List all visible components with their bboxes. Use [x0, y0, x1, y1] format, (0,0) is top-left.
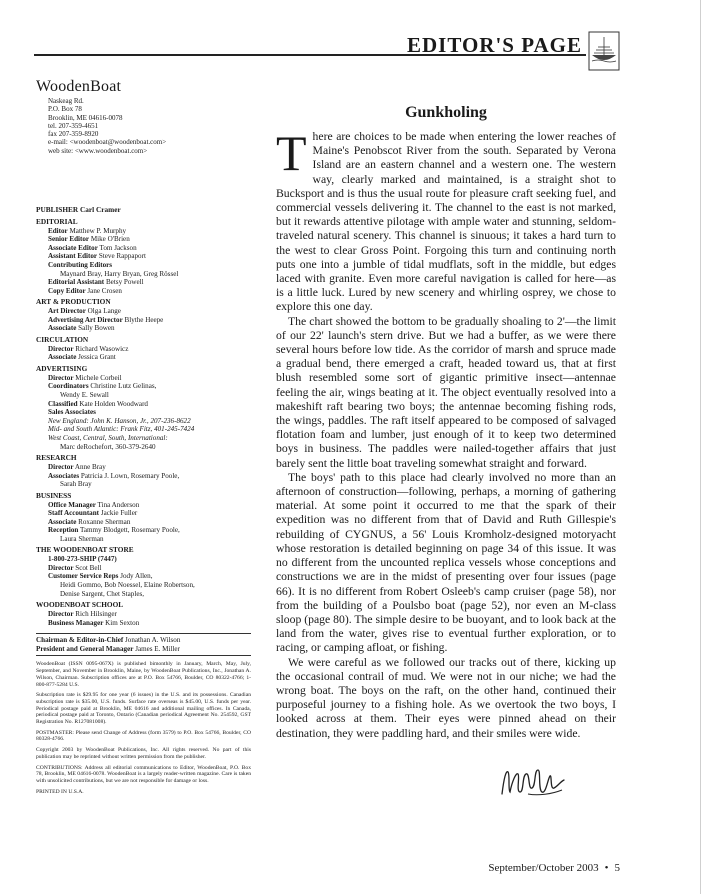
staff-row — [36, 278, 251, 287]
staff-role: Director — [48, 563, 74, 572]
staff-name: Olga Lange — [87, 307, 121, 316]
staff-list — [36, 206, 251, 627]
staff-role: Assistant Editor — [48, 252, 98, 261]
staff-section-heading — [36, 492, 251, 501]
staff-name: Wendy E. Sewall — [60, 390, 109, 399]
fineprint-paragraph: CONTRIBUTIONS: Address all editorial communications to Editor, WoodenBoat, P.O. Box 78, Brooklin, ME 04616-0078. WoodenBoat is a largely reader-written magazine. Care is taken with unsolicited contributions, but we are not responsible for damage or loss. — [36, 764, 251, 784]
staff-name: Carl Cramer — [80, 205, 121, 215]
staff-name: Maynard Bray, Harry Bryan, Greg Rössel — [60, 269, 179, 278]
staff-row — [36, 417, 251, 426]
staff-row — [36, 572, 251, 581]
address-line: e-mail: <woodenboat@woodenboat.com> — [48, 138, 167, 147]
staff-row — [36, 400, 251, 409]
staff-role: Director — [48, 610, 74, 619]
article-paragraph-text: The boys' path to this place had clearly involved no more than an afternoon of construction—following, perhaps, a morning of gathering material. At some point it occurred to me that the spark of their expedition was no different from that of David and Ruth Gillespie's rebuilding of CYGNUS, a 56' Louis Kromholz-designed motoryacht whose restoration is detailed beginning on page 34 of this issue. It was no different from the uncounted replica vessels whose conceptions and constructions we are in the midst of presenting over four issues (page 66). It is no different from Robert Osleeb's camp cruiser (page 58), nor from the building of a Poulsbo boat (page 52), nor even an M-class sloop (page 80). The simple desire to be buoyant, and to look back at the land from the water, gives rise to eventual further exploration, or to racing, or camping afloat, or fishing. — [276, 470, 616, 655]
staff-role: Copy Editor — [48, 286, 86, 295]
staff-role: WOODENBOAT SCHOOL — [36, 600, 124, 610]
staff-role: PUBLISHER — [36, 205, 79, 215]
staff-role: Contributing Editors — [48, 261, 113, 270]
staff-name: Sarah Bray — [60, 480, 92, 489]
address-line: Naskeag Rd. — [48, 97, 84, 105]
staff-role: Staff Accountant — [48, 509, 100, 518]
staff-section-heading — [36, 454, 251, 463]
staff-name: 1-800-273-SHIP (7447) — [48, 555, 117, 564]
staff-role: ADVERTISING — [36, 363, 88, 373]
article-paragraph — [276, 315, 616, 471]
article-paragraph — [276, 656, 616, 741]
staff-row — [36, 590, 251, 599]
staff-row — [36, 345, 251, 354]
staff-name: West Coast, Central, South, International: — [48, 433, 168, 442]
staff-row — [36, 463, 251, 472]
staff-role: Business Manager — [48, 618, 104, 627]
article-paragraph-text: The chart showed the bottom to be gradually shoaling to 2'—the limit of our 22' launch's stern drive. But we had a buffer, as we were there several hours before low tide. As the corridor of marsh and spruce made a gradual bend, there emerged a craft, headed toward us, that at first blush resembled some sort of gigantic primitive insect—antennae feeling the air, wings beating at it. The object eventually resolved into a makeshift raft bearing two boys; the antennae becoming fishing rods, the wings, paddles. The raft itself appeared to be composed of salvaged flotation foam and lumber, just enough of it to keep two determined boys in business. The paddles were nailed-together affairs that just barely sent the little boat traveling somewhat straight and forward. — [276, 314, 616, 470]
staff-row — [36, 564, 251, 573]
staff-role: Associate — [48, 517, 77, 526]
staff-name: Blythe Heepe — [124, 315, 164, 324]
chair-row — [36, 645, 251, 654]
staff-section-heading — [36, 206, 251, 215]
chair-row — [36, 636, 251, 645]
header-rule — [34, 54, 586, 56]
article-paragraph — [276, 125, 616, 315]
fineprint-paragraph: POSTMASTER: Please send Change of Address (form 3579) to P.O. Box 54766, Boulder, CO 80328-4766. — [36, 729, 251, 743]
page-number: 5 — [614, 862, 620, 874]
drop-cap: T — [276, 125, 307, 181]
staff-name: Denise Sargent, Chet Staples, — [60, 589, 144, 598]
staff-name: Matthew P. Murphy — [69, 226, 127, 235]
staff-role: Director — [48, 344, 74, 353]
staff-row — [36, 227, 251, 236]
address-line: fax 207-359-8920 — [48, 130, 99, 139]
masthead-logo: WoodenBoat — [36, 78, 122, 95]
staff-row — [36, 509, 251, 518]
staff-role: Associate — [48, 324, 77, 333]
page-header-title: EDITOR'S PAGE — [406, 33, 582, 57]
staff-row — [36, 610, 251, 619]
staff-section-heading — [36, 546, 251, 555]
staff-name: Anne Bray — [74, 462, 106, 471]
staff-role: EDITORIAL — [36, 216, 78, 226]
staff-role: THE WOODENBOAT STORE — [36, 545, 134, 555]
staff-name: Steve Rappaport — [98, 252, 146, 261]
staff-role: Director — [48, 373, 74, 382]
staff-role: Senior Editor — [48, 235, 90, 244]
staff-row — [36, 501, 251, 510]
staff-row — [36, 619, 251, 628]
staff-role: Coordinators — [48, 382, 89, 391]
staff-row — [36, 472, 251, 481]
fineprint-paragraph: PRINTED IN U.S.A. — [36, 788, 84, 795]
staff-row — [36, 581, 251, 590]
publication-fineprint — [36, 661, 251, 795]
chair-role: President and General Manager — [36, 644, 134, 653]
masthead-sidebar — [36, 78, 251, 799]
staff-row — [36, 287, 251, 296]
masthead-address — [36, 97, 251, 155]
staff-name: Jody Allen, — [120, 572, 153, 581]
staff-row — [36, 270, 251, 279]
staff-name: Marc deRochefort, 360-379-2640 — [60, 442, 156, 451]
staff-row — [36, 391, 251, 400]
staff-role: Editor — [48, 226, 68, 235]
staff-role: RESEARCH — [36, 453, 77, 463]
staff-row — [36, 261, 251, 270]
staff-name: Sally Bowen — [78, 324, 115, 333]
staff-name: Scot Bell — [75, 563, 102, 572]
staff-row — [36, 235, 251, 244]
staff-section-heading — [36, 298, 251, 307]
fineprint-paragraph: Subscription rate is $29.95 for one year (6 issues) in the U.S. and its possessions. Canadian subscription rate is $35.00, U.S. funds. Surface rate overseas is $45.00, U.S. funds per year. Periodical postage paid at Brooklin, ME 04616 and additional mailing offices. In Canada, periodical postage paid at Toronto, Ontario (Canadian periodical Agreement No. 254592, GST Registration No. R127081008). — [36, 692, 251, 726]
article-paragraph — [276, 471, 616, 656]
staff-role: Art Director — [48, 307, 86, 316]
staff-section-heading — [36, 218, 251, 227]
staff-role: Director — [48, 462, 74, 471]
staff-name: Mid- and South Atlantic: Frank Fitz, 401-245-7424 — [48, 425, 195, 434]
staff-row — [36, 526, 251, 535]
staff-name: Patricia J. Lown, Rosemary Poole, — [80, 471, 180, 480]
issue-date: September/October 2003 — [488, 862, 599, 874]
staff-name: Michele Corbeil — [75, 373, 122, 382]
staff-name: Kate Holden Woodward — [79, 399, 148, 408]
staff-row — [36, 443, 251, 452]
address-line: web site: <www.woodenboat.com> — [48, 146, 148, 155]
staff-role: Associate Editor — [48, 243, 98, 252]
staff-name: Rich Hilsinger — [75, 610, 117, 619]
staff-section-heading — [36, 601, 251, 610]
staff-name: Tina Anderson — [97, 500, 140, 509]
staff-row — [36, 307, 251, 316]
chair-role: Chairman & Editor-in-Chief — [36, 636, 124, 645]
staff-role: ART & PRODUCTION — [36, 297, 111, 307]
staff-row — [36, 316, 251, 325]
staff-row — [36, 324, 251, 333]
staff-row — [36, 353, 251, 362]
staff-role: Associate — [48, 353, 77, 362]
staff-role: Editorial Assistant — [48, 278, 105, 287]
staff-role: Advertising Art Director — [48, 315, 123, 324]
staff-name: New England: John K. Hanson, Jr., 207-236-8622 — [48, 416, 191, 425]
staff-name: Heidi Gommo, Bob Noessel, Elaine Robertson, — [60, 581, 195, 590]
staff-row — [36, 244, 251, 253]
staff-role: Associates — [48, 471, 80, 480]
staff-role: Reception — [48, 526, 79, 535]
staff-name: Mike O'Brien — [90, 235, 130, 244]
staff-row — [36, 252, 251, 261]
staff-row — [36, 408, 251, 417]
page-edge — [700, 0, 701, 894]
footer-bullet: • — [604, 862, 609, 874]
article-paragraph-text: here are choices to be made when entering the lower reaches of Maine's Penobscot River from the south. Separated by Verona Island are an eastern channel and a western one. The western way, clearly marked and maintained, is a straight shot to Bucksport and is thus the usual route for pleasure craft seeking fuel, and commercial vessels delivering it. The channel to the east is not marked, but it rewards attentive pilotage with ample water and stunning, seldom-traveled natural scenery. This channel is sinuous; it takes a hard turn to the west to clear Gross Point. Forgoing this turn and continuing north puts one into a jumble of tidal mudflats, soft in the middle, but edges laced with granite. Even more careful navigation is called for here—as is a little luck. Lured by new scenery and whirling osprey, we chose to explore this one day. — [276, 130, 616, 314]
article-paragraph-text: We were careful as we followed our tracks out of there, kicking up the occasional contrail of mud. We were not in our niche; we had the wrong boat. The boys on the raft, on the other hand, continued their purposeful journey to a fishing hole. As we overtook the two boys, I looked across at them. Their eyes were pinned ahead on their destination, they were paddling hard, and their smiles were wide. — [276, 655, 616, 740]
address-line: Brooklin, ME 04616-0078 — [48, 113, 123, 122]
staff-row — [36, 535, 251, 544]
staff-role: Sales Associates — [48, 408, 96, 417]
staff-row — [36, 518, 251, 527]
staff-row — [36, 425, 251, 434]
staff-row — [36, 382, 251, 391]
staff-role: BUSINESS — [36, 490, 72, 500]
staff-name: Roxanne Sherman — [78, 517, 131, 526]
staff-role: Classified — [48, 399, 78, 408]
boat-hull-logo-icon — [588, 31, 620, 71]
staff-name: Jane Crosen — [87, 286, 122, 295]
staff-role: Customer Service Reps — [48, 572, 119, 581]
staff-section-heading — [36, 365, 251, 374]
fineprint-paragraph: Copyright 2003 by WoodenBoat Publications, Inc. All rights reserved. No part of this publication may be reprinted without written permission from the publisher. — [36, 747, 251, 760]
chair-name: James E. Miller — [135, 644, 180, 653]
staff-name: Richard Wasowicz — [75, 344, 129, 353]
staff-name: Christine Lutz Gelinas, — [90, 382, 157, 391]
staff-row — [36, 480, 251, 489]
editor-signature-icon — [498, 764, 568, 802]
staff-name: Jessica Grant — [78, 353, 116, 362]
staff-name: Jackie Fuller — [100, 509, 138, 518]
fineprint-paragraph: WoodenBoat (ISSN 0095-067X) is published bimonthly in January, March, May, July, September, and November in Brooklin, Maine, by WoodenBoat Publications, Inc., Jonathan A. Wilson, Chairman. Subscription offices are at P.O. Box 54766, Boulder, CO 80322-4766; 1-800-877-5284 U.S. — [36, 661, 251, 688]
page-footer — [420, 862, 620, 874]
staff-row — [36, 374, 251, 383]
staff-role: CIRCULATION — [36, 335, 89, 344]
address-line: tel. 207-359-4651 — [48, 121, 99, 130]
article-body — [276, 125, 616, 741]
staff-row — [36, 434, 251, 443]
staff-section-heading — [36, 336, 251, 345]
staff-name: Betsy Powell — [105, 278, 144, 287]
staff-name: Tom Jackson — [99, 243, 137, 252]
staff-name: Laura Sherman — [60, 534, 104, 543]
staff-row — [36, 555, 251, 564]
staff-role: Office Manager — [48, 500, 96, 509]
address-line: P.O. Box 78 — [48, 105, 82, 114]
chair-name: Jonathan A. Wilson — [125, 636, 181, 645]
staff-name: Kim Sexton — [105, 618, 140, 627]
staff-name: Tammy Blodgett, Rosemary Poole, — [80, 526, 180, 535]
article-title: Gunkholing — [405, 104, 487, 121]
chair-block — [36, 633, 251, 656]
